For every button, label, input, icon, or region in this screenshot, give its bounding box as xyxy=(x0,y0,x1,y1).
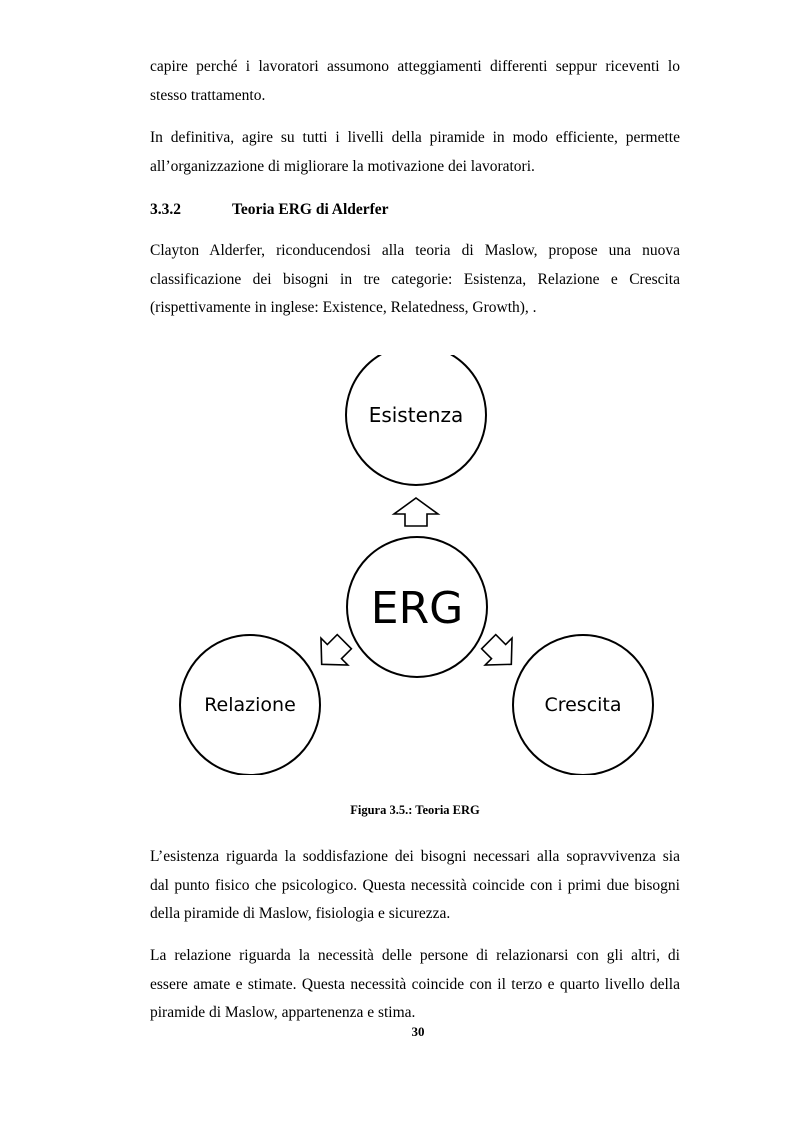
page-number: 30 xyxy=(411,1024,425,1039)
text-line: piramide di Maslow, appartenenza e stima. xyxy=(150,1004,416,1021)
text-line: In definitiva, agire su tutti i livelli della piramide in modo efficiente, permette xyxy=(150,129,680,146)
text-line: (rispettivamente in inglese: Existence, Relatedness, Growth), . xyxy=(150,299,537,316)
section-number: 3.3.2 xyxy=(150,201,181,218)
text-line: dal punto fisico che psicologico. Questa necessità coincide con i primi due bisogni xyxy=(150,876,680,894)
text-line: L’esistenza riguarda la soddisfazione dei bisogni necessari alla sopravvivenza sia xyxy=(150,848,680,865)
text-line: stesso trattamento. xyxy=(150,86,266,104)
arrow-down-left-icon xyxy=(308,628,357,677)
growth-label: Crescita xyxy=(544,694,622,716)
relatedness-label: Relazione xyxy=(204,694,296,716)
paragraph-relatedness xyxy=(150,942,680,1028)
existence-label: Esistenza xyxy=(368,403,464,427)
text-line: capire perché i lavoratori assumono atteggiamenti differenti seppur riceventi lo xyxy=(150,58,680,75)
section-heading xyxy=(150,196,389,224)
erg-center-label: ERG xyxy=(370,583,464,634)
text-line: Clayton Alderfer, riconducendosi alla teoria di Maslow, propose una nuova xyxy=(150,242,680,259)
text-line: all’organizzazione di migliorare la motivazione dei lavoratori. xyxy=(150,157,535,175)
paragraph-intro-continuation xyxy=(150,53,680,110)
arrow-up-icon xyxy=(394,498,438,526)
text-line: della piramide di Maslow, fisiologia e sicurezza. xyxy=(150,905,451,922)
figure-caption: Figura 3.5.: Teoria ERG xyxy=(350,803,480,817)
section-title: Teoria ERG di Alderfer xyxy=(232,201,389,218)
erg-diagram xyxy=(170,355,670,775)
arrow-down-right-icon xyxy=(475,628,524,677)
paragraph-existence xyxy=(150,843,680,929)
text-line: La relazione riguarda la necessità delle persone di relazionarsi con gli altri, di xyxy=(150,947,680,964)
text-line: classificazione dei bisogni in tre categorie: Esistenza, Relazione e Crescita xyxy=(150,270,680,288)
paragraph-alderfer-intro xyxy=(150,237,680,323)
paragraph-conclusion xyxy=(150,124,680,181)
text-line: essere amate e stimate. Questa necessità coincide con il terzo e quarto livello della xyxy=(150,975,680,993)
